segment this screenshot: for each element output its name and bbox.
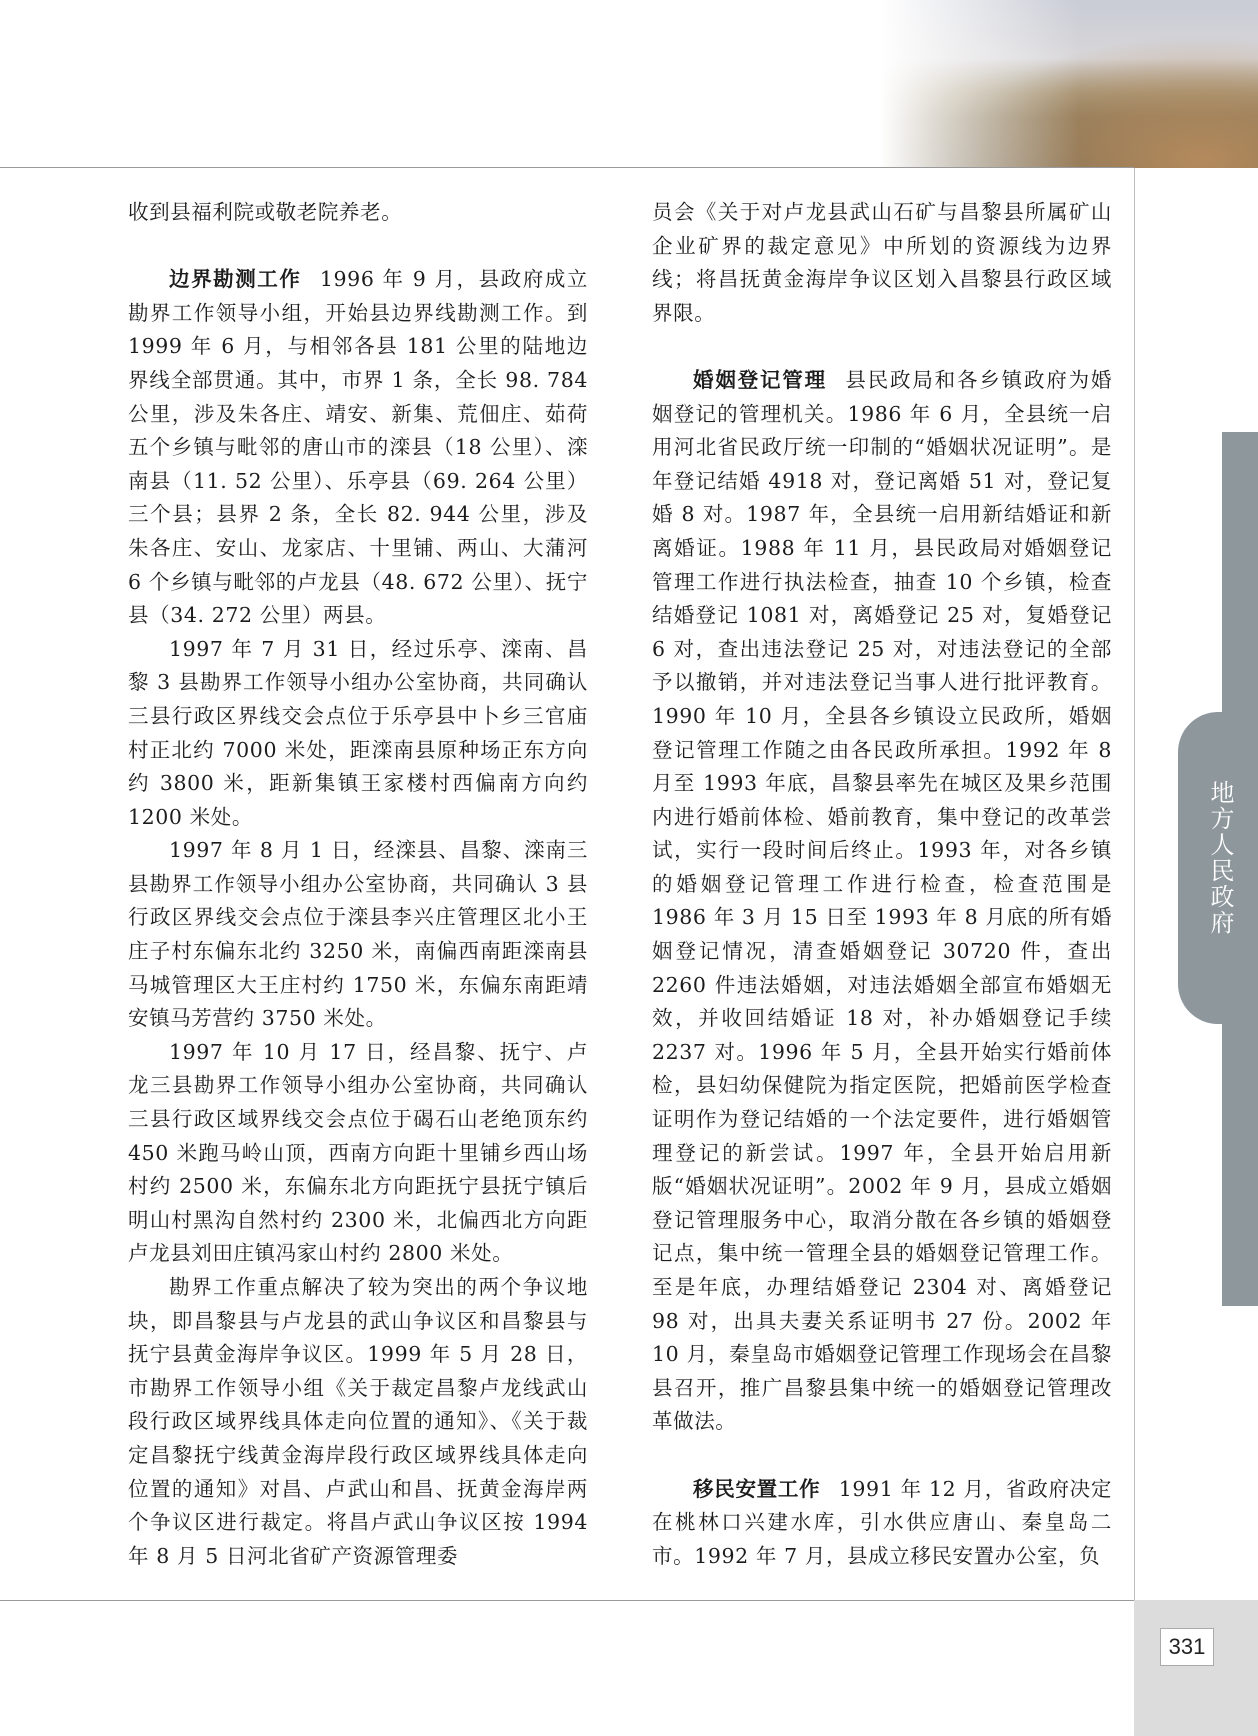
section-heading: 边界勘测工作 xyxy=(169,267,302,292)
paragraph: 1997 年 7 月 31 日，经过乐亭、滦南、昌黎 3 县勘界工作领导小组办公室协商，共同确认三县行政区界线交会点位于乐亭县中卜乡三官庙村正北约 7000 米处，距滦南县原种场正东方向约 3800 米，距新集镇王家楼村西偏南方向约 1200 米处。 xyxy=(128,636,588,829)
page-number: 331 xyxy=(1160,1628,1214,1666)
paragraph: 1997 年 8 月 1 日，经滦县、昌黎、滦南三县勘界工作领导小组办公室协商，共同确认 3 县行政区界线交会点位于滦县李兴庄管理区北小王庄子村东偏东北约 3250 米，南偏西南距滦南县马城管理区大王庄村约 1750 米，东偏东南距靖安镇马芳营约 3750 米处。 xyxy=(128,838,588,1031)
right-text-column xyxy=(652,196,1112,1573)
left-text-column xyxy=(128,196,588,1573)
section-heading: 婚姻登记管理 xyxy=(693,367,827,392)
section-heading: 移民安置工作 xyxy=(693,1476,821,1501)
footer-divider xyxy=(0,1600,1134,1601)
paragraph: 收到县福利院或敬老院养老。 xyxy=(128,200,403,224)
paragraph: 员会《关于对卢龙县武山石矿与昌黎县所属矿山企业矿界的裁定意见》中所划的资源线为边界线；将昌抚黄金海岸争议区划入昌黎县行政区域界限。 xyxy=(652,200,1112,325)
section-body: 1996 年 9 月，县政府成立勘界工作领导小组，开始县边界线勘测工作。到 1999 年 6 月，与相邻各县 181 公里的陆地边界线全部贯通。其中，市界 1 条，全长 98. 784 公里，涉及朱各庄、靖安、新集、荒佃庄、茹荷五个乡镇与毗邻的唐山市的滦县（18 公里）、滦南县（11. 52 公里）、乐亭县（69. 264 公里）三个县；县界 2 条，全长 82. 944 公里，涉及朱各庄、安山、龙家店、十里铺、两山、大蒲河 6 个乡镇与毗邻的卢龙县（48. 672 公里）、抚宁县（34. 272 公里）两县。 xyxy=(128,267,588,628)
footer-band xyxy=(1134,1600,1258,1736)
section-paragraph xyxy=(652,1473,1112,1574)
section-body: 县民政局和各乡镇政府为婚姻登记的管理机关。1986 年 6 月，全县统一启用河北省民政厅统一印制的“婚姻状况证明”。是年登记结婚 4918 对，登记离婚 51 对，登记复婚 8 对。1987 年，全县统一启用新结婚证和新离婚证。1988 年 11 月，县民政局对婚姻登记管理工作进行执法检查，抽查 10 个乡镇，检查结婚登记 1081 对，离婚登记 25 对，复婚登记 6 对，查出违法登记 25 对，对违法登记的全部予以撤销，并对违法登记当事人进行批评教育。1990 年 10 月，全县各乡镇设立民政所，婚姻登记管理工作随之由各民政所承担。1992 年 8 月至 1993 年底，昌黎县率先在城区及果乡范围内进行婚前体检、婚前教育，集中登记的改革尝试，实行一段时间后终止。1993 年，对各乡镇的婚姻登记管理工作进行检查，检查范围是 1986 年 3 月 15 日至 1993 年 8 月底的所有婚姻登记情况，清查婚姻登记 30720 件，查出 2260 件违法婚姻，对违法婚姻全部宣布婚姻无效，并收回结婚证 18 对，补办婚姻登记手续 2237 对。1996 年 5 月，全县开始实行婚前体检，县妇幼保健院为指定医院，把婚前医学检查证明作为登记结婚的一个法定要件，进行婚姻管理登记的新尝试。1997 年，全县开始启用新版“婚姻状况证明”。2002 年 9 月，县成立婚姻登记管理服务中心，取消分散在各乡镇的婚姻登记点，集中统一管理全县的婚姻登记管理工作。至是年底，办理结婚登记 2304 对、离婚登记 98 对，出具夫妻关系证明书 27 份。2002 年 10 月，秦皇岛市婚姻登记管理工作现场会在昌黎县召开，推广昌黎县集中统一的婚姻登记管理改革做法。 xyxy=(652,367,1113,1434)
paragraph: 勘界工作重点解决了较为突出的两个争议地块，即昌黎县与卢龙县的武山争议区和昌黎县与抚宁县黄金海岸争议区。1999 年 5 月 28 日，市勘界工作领导小组《关于裁定昌黎卢龙线武山段行政区域界线具体走向位置的通知》、《关于裁定昌黎抚宁线黄金海岸段行政区域界线具体走向位置的通知》对昌、卢武山和昌、抚黄金海岸两个争议区进行裁定。将昌卢武山争议区按 1994 年 8 月 5 日河北省矿产资源管理委 xyxy=(128,1275,588,1568)
paragraph: 1997 年 10 月 17 日，经昌黎、抚宁、卢龙三县勘界工作领导小组办公室协商，共同确认三县行政区域界线交会点位于碣石山老绝顶东约 450 米跑马岭山顶，西南方向距十里铺乡西山场村约 2500 米，东偏东北方向距抚宁县抚宁镇后明山村黑沟自然村约 2300 米，北偏西北方向距卢龙县刘田庄镇冯家山村约 2800 米处。 xyxy=(128,1039,588,1266)
section-tab-label: 地方人民政府 xyxy=(1206,780,1234,936)
header-divider xyxy=(0,167,1134,168)
section-paragraph xyxy=(652,364,1112,1439)
section-body: 1991 年 12 月，省政府决定在桃林口兴建水库，引水供应唐山、秦皇岛二市。1992 年 7 月，县成立移民安置办公室，负 xyxy=(652,1476,1112,1568)
section-paragraph xyxy=(128,263,588,633)
header-photo-fade xyxy=(880,0,1080,168)
